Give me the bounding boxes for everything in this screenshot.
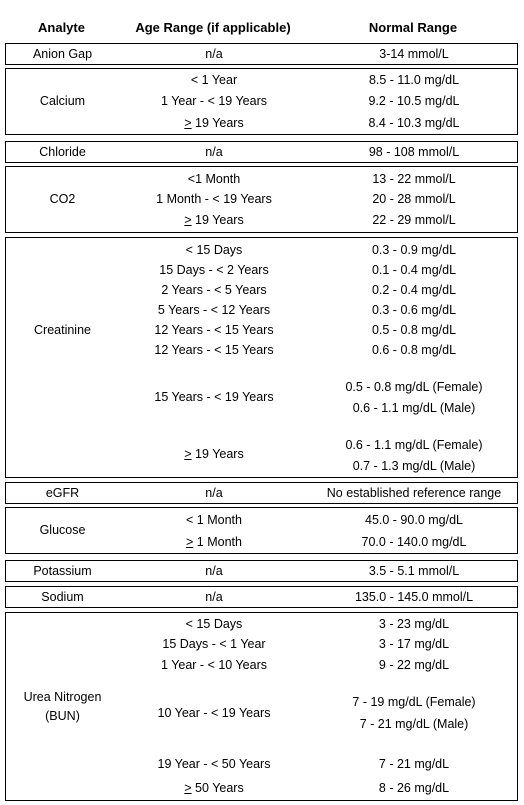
age-range: < 15 Days [185,617,243,631]
column-header-analyte: Analyte [38,19,85,35]
age-range: 1 Year - < 19 Years [161,94,267,108]
normal-range: 135.0 - 145.0 mmol/L [354,590,474,604]
age-range: > 19 Years [184,213,244,227]
column-header-normal-range: Normal Range [368,19,458,35]
analyte-name: Sodium [41,589,84,604]
normal-range: 20 - 28 mmol/L [372,192,456,206]
analyte-name: Calcium [39,94,86,108]
normal-range: 0.7 - 1.3 mg/dL (Male) [352,459,476,473]
normal-range: 0.6 - 1.1 mg/dL (Female) [345,438,483,452]
normal-range: 0.5 - 0.8 mg/dL [371,323,457,337]
normal-range: 3 - 23 mg/dL [378,617,450,631]
age-range: n/a [205,47,223,61]
age-range: < 1 Year [190,73,238,87]
age-range: 15 Days - < 2 Years [159,263,269,277]
normal-range: 7 - 21 mg/dL (Male) [359,717,469,731]
normal-range: 0.3 - 0.6 mg/dL [371,303,457,317]
normal-range: 7 - 21 mg/dL [378,757,450,771]
normal-range: 45.0 - 90.0 mg/dL [365,513,463,527]
normal-range: 22 - 29 mmol/L [372,213,456,227]
row-co2 [5,166,518,233]
normal-range: 0.5 - 0.8 mg/dL (Female) [345,380,483,394]
age-range: 15 Years - < 19 Years [154,390,274,404]
normal-range: No established reference range [326,486,502,500]
greater-equal-symbol: > [184,213,192,227]
normal-range: 3.5 - 5.1 mmol/L [368,564,460,578]
normal-range: 9.2 - 10.5 mg/dL [368,94,460,108]
normal-range: 0.2 - 0.4 mg/dL [371,283,457,297]
analyte-name: Glucose [39,523,86,537]
age-range: > 19 Years [184,116,244,130]
analyte-name: CO2 [49,192,76,206]
age-range: 1 Month - < 19 Years [156,192,272,206]
row-creatinine [5,237,518,478]
age-range: 19 Year - < 50 Years [157,757,271,771]
normal-range: 0.6 - 0.8 mg/dL [371,343,457,357]
age-range: n/a [205,145,223,159]
analyte-name: Creatinine [34,322,91,337]
normal-range: 8.5 - 11.0 mg/dL [368,73,460,87]
normal-range: 3-14 mmol/L [379,47,449,61]
normal-range: 7 - 19 mg/dL (Female) [352,695,476,709]
row-egfr [5,482,518,504]
age-range: < 15 Days [185,243,243,257]
row-potassium [5,560,518,582]
greater-equal-symbol: > [184,116,192,130]
analyte-name: Potassium [33,563,92,578]
age-range: 1 Year - < 10 Years [161,658,267,672]
row-chloride [5,141,518,163]
age-range: > 50 Years [184,781,244,795]
column-header-age-range: Age Range (if applicable) [135,19,291,35]
row-anion-gap [5,43,518,65]
age-range: < 1 Month [186,513,242,527]
age-range: 12 Years - < 15 Years [154,343,274,357]
row-urea-nitrogen [5,612,518,801]
analyte-name: Chloride [39,144,86,159]
age-range: 15 Days - < 1 Year [162,637,266,651]
age-range: 5 Years - < 12 Years [157,303,271,317]
normal-range: 3 - 17 mg/dL [378,637,450,651]
age-range: 2 Years - < 5 Years [161,283,267,297]
age-range: 10 Year - < 19 Years [157,706,271,720]
age-range: > 1 Month [186,535,242,549]
normal-range: 8.4 - 10.3 mg/dL [368,116,460,130]
age-range: 12 Years - < 15 Years [154,323,274,337]
normal-range: 0.6 - 1.1 mg/dL (Male) [352,401,476,415]
normal-range: 0.3 - 0.9 mg/dL [371,243,457,257]
analyte-name: eGFR [45,485,80,500]
age-range: n/a [205,486,223,500]
normal-range: 8 - 26 mg/dL [378,781,450,795]
normal-range: 13 - 22 mmol/L [372,172,456,186]
normal-range: 98 - 108 mmol/L [368,145,460,159]
age-range: > 19 Years [184,447,244,461]
normal-range: 70.0 - 140.0 mg/dL [361,535,467,549]
analyte-name-line1: Urea Nitrogen [23,690,102,704]
row-sodium [5,586,518,608]
analyte-name: Anion Gap [32,46,93,61]
row-calcium [5,68,518,135]
age-range: n/a [205,590,223,604]
normal-range: 9 - 22 mg/dL [378,658,450,672]
age-range: <1 Month [187,172,241,186]
greater-equal-symbol: > [184,781,192,795]
row-glucose [5,507,518,554]
greater-equal-symbol: > [184,447,192,461]
normal-range: 0.1 - 0.4 mg/dL [371,263,457,277]
analyte-name [6,687,119,727]
age-range: n/a [205,564,223,578]
greater-equal-symbol: > [186,535,194,549]
analyte-name-line2: (BUN) [45,709,80,723]
